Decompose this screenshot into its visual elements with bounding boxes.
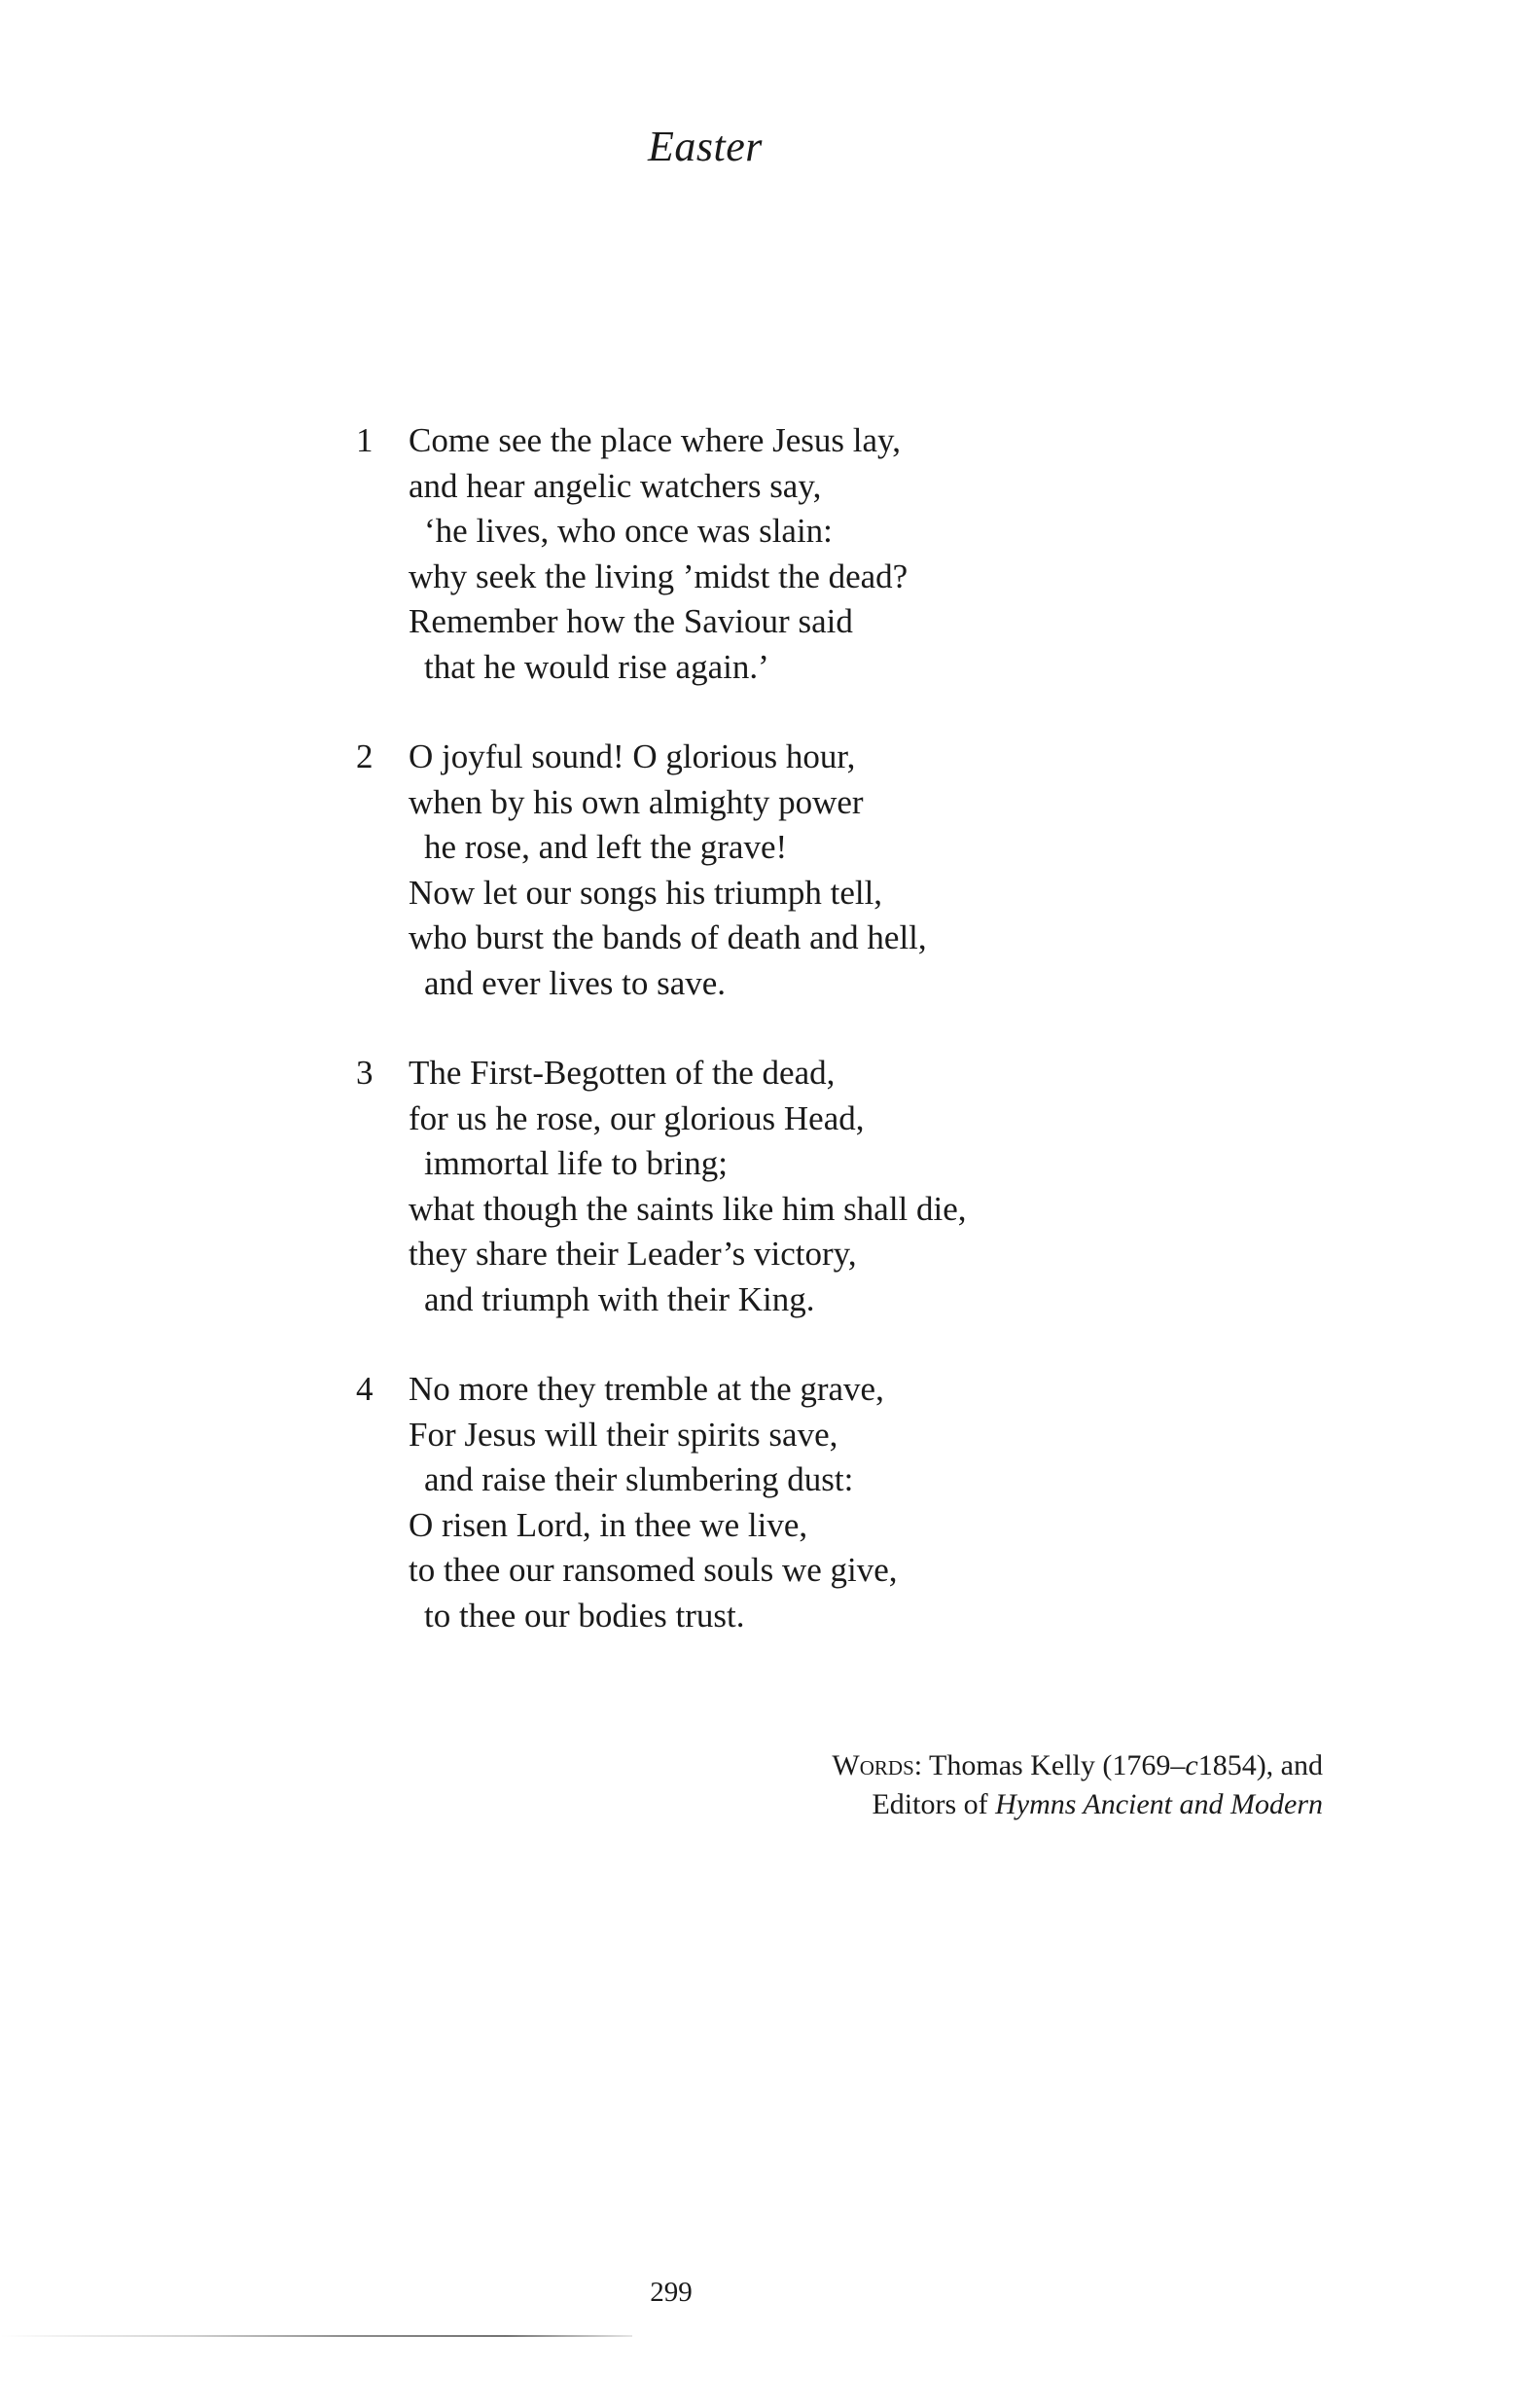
credits-book-title: Hymns Ancient and Modern	[995, 1788, 1323, 1820]
credits-circa: c	[1185, 1749, 1198, 1781]
credits-author-line	[832, 1746, 1323, 1785]
verse-line: immortal life to bring;	[424, 1144, 729, 1182]
verse-line: they share their Leader’s victory,	[409, 1235, 857, 1273]
verse-line: to thee our ransomed souls we give,	[409, 1551, 898, 1589]
verse-line: O risen Lord, in thee we live,	[409, 1505, 808, 1544]
verse-number: 1	[356, 421, 374, 459]
verse-line: Remember how the Saviour said	[409, 602, 853, 640]
verse-line: and raise their slumbering dust:	[424, 1460, 854, 1498]
verse-3	[331, 1051, 1070, 1322]
verse-line: Come see the place where Jesus lay,	[409, 421, 902, 459]
credits-editors: Editors of	[872, 1788, 996, 1820]
verse-line: and triumph with their King.	[424, 1279, 815, 1318]
verse-line: to thee our bodies trust.	[424, 1596, 745, 1635]
verse-number: 3	[356, 1054, 374, 1092]
verse-4	[331, 1367, 1070, 1638]
verse-line: O joyful sound! O glorious hour,	[409, 737, 856, 775]
page-heading: Easter	[648, 123, 763, 170]
verse-line: what though the saints like him shall die,	[409, 1189, 967, 1228]
verse-line: who burst the bands of death and hell,	[409, 918, 927, 956]
verse-line: For Jesus will their spirits save,	[409, 1415, 838, 1454]
credits-author-end: 1854), and	[1197, 1749, 1323, 1781]
verse-line: The First-Begotten of the dead,	[409, 1054, 836, 1092]
bottom-rule	[0, 2335, 632, 2337]
verse-1	[331, 418, 1070, 690]
verse-line: and ever lives to save.	[424, 963, 727, 1002]
credits-author: : Thomas Kelly (1769–	[913, 1749, 1186, 1781]
verse-line: when by his own almighty power	[409, 782, 864, 821]
verse-number: 2	[356, 737, 374, 775]
verse-2	[331, 735, 1070, 1006]
hymn-text	[331, 418, 1070, 1683]
verse-line: ‘he lives, who once was slain:	[424, 512, 833, 550]
credits-label: Words	[832, 1749, 914, 1781]
verse-line: he rose, and left the grave!	[424, 828, 788, 866]
page-number: 299	[650, 2277, 693, 2308]
credits	[832, 1746, 1323, 1824]
verse-line: Now let our songs his triumph tell,	[409, 873, 883, 912]
verse-line: for us he rose, our glorious Head,	[409, 1098, 865, 1137]
verse-line: that he would rise again.’	[424, 647, 769, 686]
verse-line: No more they tremble at the grave,	[409, 1370, 884, 1408]
verse-number: 4	[356, 1370, 374, 1408]
verse-line: why seek the living ’midst the dead?	[409, 557, 909, 595]
verse-line: and hear angelic watchers say,	[409, 466, 822, 505]
credits-editors-line	[832, 1785, 1323, 1824]
